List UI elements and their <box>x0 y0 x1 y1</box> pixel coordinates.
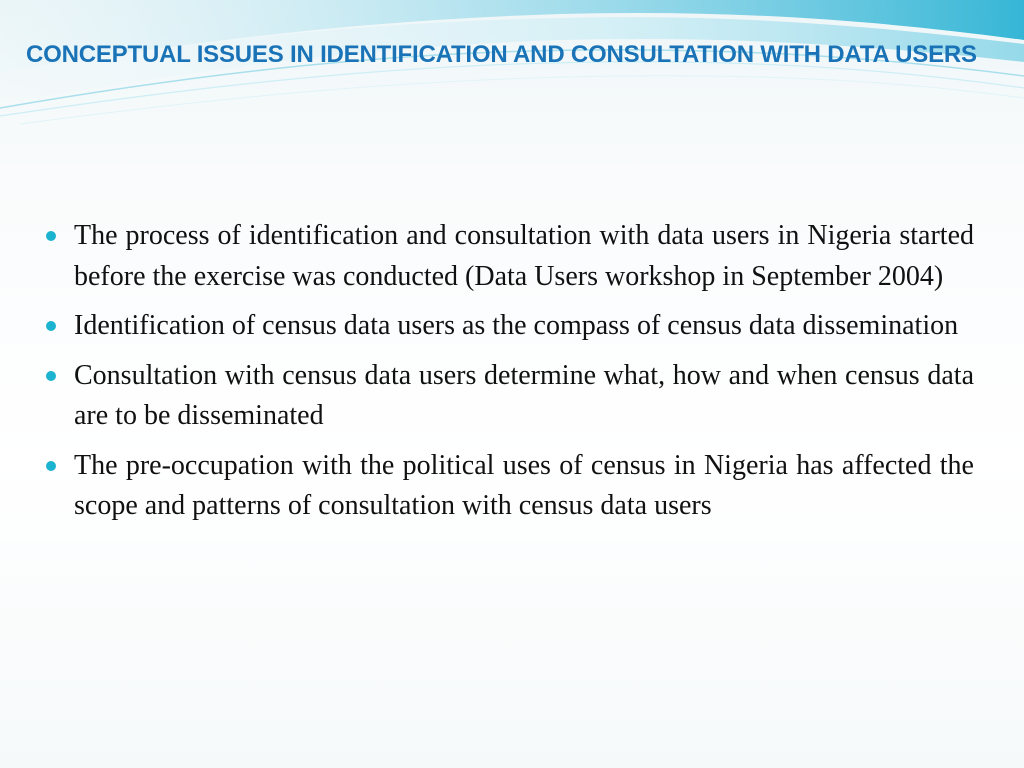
bullet-item <box>46 446 974 527</box>
filled-circle-icon <box>46 321 56 331</box>
filled-circle-icon <box>46 461 56 471</box>
bullet-text: Consultation with census data users determine what, how and when census data are to be disseminated <box>74 359 974 431</box>
filled-circle-icon <box>46 371 56 381</box>
bullet-item <box>46 356 974 437</box>
bullet-text: The process of identification and consultation with data users in Nigeria started before the exercise was conducted (Data Users workshop in September 2004) <box>74 220 974 292</box>
filled-circle-icon <box>46 231 56 241</box>
slide-title: CONCEPTUAL ISSUES IN IDENTIFICATION AND CONSULTATION WITH DATA USERS <box>26 41 977 68</box>
wave-line-3 <box>20 76 1024 124</box>
bullet-text: The pre-occupation with the political uses of census in Nigeria has affected the scope and patterns of consultation with census data users <box>74 449 974 521</box>
bullet-item <box>46 306 974 347</box>
bullet-list <box>46 216 974 536</box>
bullet-item <box>46 216 974 297</box>
bullet-text: Identification of census data users as the compass of census data dissemination <box>74 310 959 341</box>
